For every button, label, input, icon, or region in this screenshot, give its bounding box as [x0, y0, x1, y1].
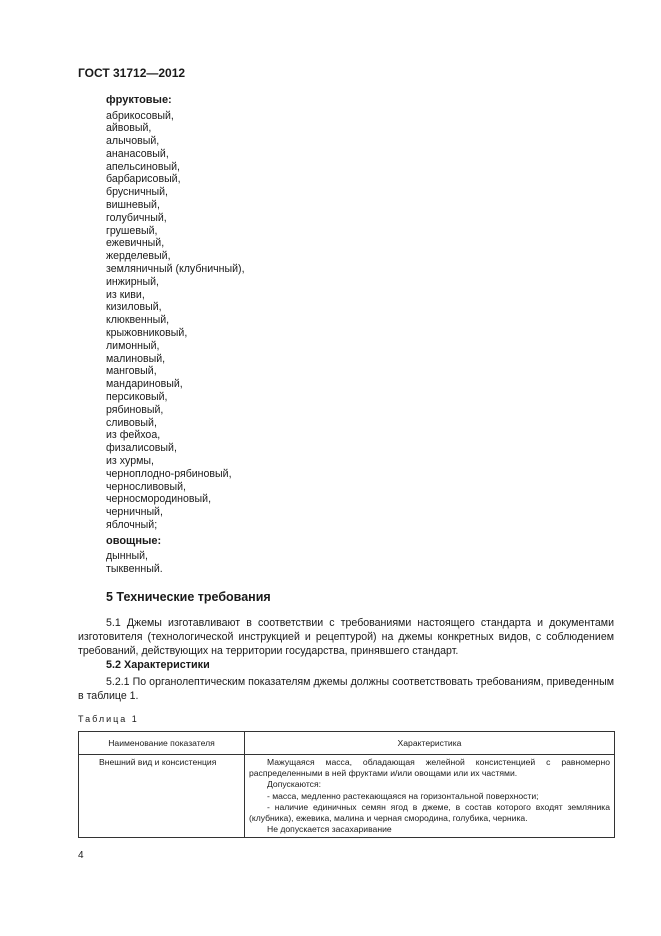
list-item: черничный, [106, 506, 163, 519]
table-cell-name: Внешний вид и консистенция [79, 755, 245, 838]
list-item: айвовый, [106, 122, 152, 135]
fruit-heading: фруктовые: [106, 94, 172, 106]
list-item: черноплодно-рябиновый, [106, 467, 232, 480]
table-row [79, 755, 615, 838]
list-item: из фейхоа, [106, 429, 161, 442]
document-header: ГОСТ 31712—2012 [78, 66, 186, 80]
list-item: мандариновый, [106, 378, 183, 391]
characteristic-line: - наличие единичных семян ягод в джеме, в состав которого входят земляника (клубника), ежевика, малина и черная смородина, голубика, черника. [249, 801, 610, 824]
list-item: физалисовый, [106, 442, 177, 455]
fruit-list [106, 110, 245, 532]
characteristic-line: - масса, медленно растекающаяся на горизонтальной поверхности; [267, 790, 539, 801]
table-header-cell: Характеристика [245, 732, 615, 755]
list-item: дынный, [106, 550, 148, 562]
list-item: инжирный, [106, 275, 159, 288]
characteristics-table [78, 731, 615, 838]
vegetable-heading: овощные: [106, 535, 162, 547]
list-item: из хурмы, [106, 455, 154, 468]
section-title: 5 Технические требования [106, 590, 271, 604]
list-item: голубичный, [106, 211, 167, 224]
page-number: 4 [78, 850, 84, 861]
list-item: вишневый, [106, 199, 160, 212]
table-header-row [79, 732, 615, 755]
list-item: рябиновый, [106, 403, 164, 416]
list-item: черносливовый, [106, 480, 186, 493]
list-item: лимонный, [106, 339, 160, 352]
paragraph-5-1: 5.1 Джемы изготавливают в соответствии с требованиями настоящего стандарта и документами изготовителя (технологической инструкцией и рецептурой) на джемы конкретных видов, с соблюдением требований, действующих на территории государства, принявшего стандарт. [78, 617, 614, 657]
list-item: черносмородиновый, [106, 493, 212, 506]
paragraph-5-2-1: 5.2.1 По органолептическим показателям джемы должны соответствовать требованиям, приведенным в таблице 1. [78, 676, 614, 702]
list-item: апельсиновый, [106, 160, 180, 173]
list-item: манговый, [106, 365, 157, 378]
list-item: яблочный; [106, 519, 158, 531]
list-item: абрикосовый, [106, 109, 174, 122]
characteristic-line: Допускаются: [267, 779, 322, 790]
characteristic-line: Не допускается засахаривание [267, 824, 392, 835]
list-item: малиновый, [106, 352, 166, 365]
characteristic-line: Мажущаяся масса, обладающая желейной консистенцией с равномерно распределенными в ней фруктами и/или овощами или их частями. [249, 757, 610, 779]
list-item: из киви, [106, 288, 145, 301]
list-item: ананасовый, [106, 147, 169, 160]
list-item: жерделевый, [106, 250, 171, 263]
list-item: кизиловый, [106, 301, 162, 314]
subsection-title: 5.2 Характеристики [106, 659, 210, 671]
list-item: земляничный (клубничный), [106, 263, 245, 276]
table-cell-characteristic [245, 755, 615, 838]
list-item: алычовый, [106, 135, 160, 148]
list-item: ежевичный, [106, 237, 165, 250]
list-item: персиковый, [106, 391, 168, 404]
list-item: брусничный, [106, 186, 168, 199]
vegetable-list [106, 550, 163, 576]
list-item: грушевый, [106, 224, 158, 237]
list-item: клюквенный, [106, 314, 170, 327]
list-item: крыжовниковый, [106, 327, 188, 340]
list-item: тыквенный. [106, 562, 163, 575]
list-item: сливовый, [106, 416, 157, 429]
table-header-cell: Наименование показателя [79, 732, 245, 755]
table-caption: Таблица 1 [78, 714, 139, 724]
list-item: барбарисовый, [106, 173, 181, 186]
